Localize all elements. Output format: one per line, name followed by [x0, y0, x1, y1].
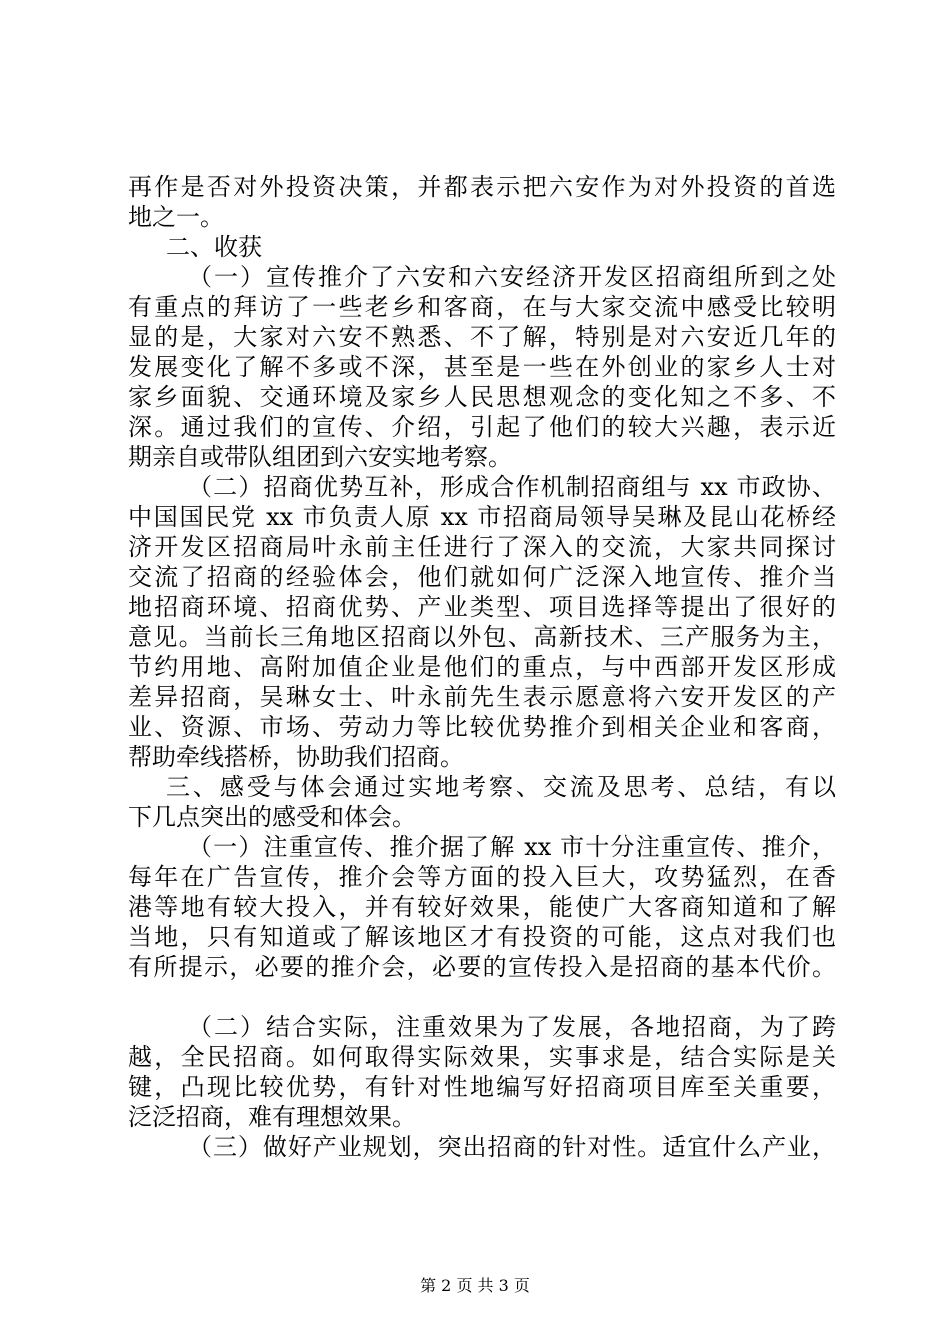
page-footer — [0, 1276, 950, 1296]
blank-line — [128, 982, 836, 1012]
text-line: 再作是否对外投资决策，并都表示把六安作为对外投资的首选 — [128, 173, 836, 201]
text-line: 三、感受与体会通过实地考察、交流及思考、总结，有以 — [166, 773, 836, 801]
text-line: 发展变化了解不多或不深，甚至是一些在外创业的家乡人士对 — [128, 353, 836, 381]
text-line: 有所提示，必要的推介会，必要的宣传投入是招商的基本代价。 — [128, 953, 836, 981]
text-line: 交流了招商的经验体会，他们就如何广泛深入地宣传、推介当 — [128, 563, 836, 591]
text-line: 每年在广告宣传，推介会等方面的投入巨大，攻势猛烈，在香 — [128, 863, 836, 891]
text-line: 键，凸现比较优势，有针对性地编写好招商项目库至关重要， — [128, 1073, 836, 1101]
text-line: 业、资源、市场、劳动力等比较优势推介到相关企业和客商， — [128, 713, 836, 741]
text-line: 帮助牵线搭桥，协助我们招商。 — [128, 743, 464, 771]
text-line: 深。通过我们的宣传、介绍，引起了他们的较大兴趣，表示近 — [128, 413, 836, 441]
text-line: （二）结合实际，注重效果为了发展，各地招商，为了跨 — [188, 1013, 836, 1041]
page-number-label: 第 2 页 共 3 页 — [420, 1276, 530, 1295]
text-line: 地招商环境、招商优势、产业类型、项目选择等提出了很好的 — [128, 593, 836, 621]
text-line: （一）宣传推介了六安和六安经济开发区招商组所到之处 — [188, 263, 836, 291]
text-line: 二、收获 — [166, 233, 262, 261]
text-line: 显的是，大家对六安不熟悉、不了解，特别是对六安近几年的 — [128, 323, 836, 351]
text-line: 港等地有较大投入，并有较好效果，能使广大客商知道和了解 — [128, 893, 836, 921]
text-line: 中国国民党 xx 市负责人原 xx 市招商局领导吴琳及昆山花桥经 — [128, 503, 836, 531]
text-line: 节约用地、高附加值企业是他们的重点，与中西部开发区形成 — [128, 653, 836, 681]
text-line: 越，全民招商。如何取得实际效果，实事求是，结合实际是关 — [128, 1043, 836, 1071]
text-line: （一）注重宣传、推介据了解 xx 市十分注重宣传、推介， — [188, 833, 836, 861]
text-line: （二）招商优势互补，形成合作机制招商组与 xx 市政协、 — [188, 473, 836, 501]
text-line: 济开发区招商局叶永前主任进行了深入的交流，大家共同探讨 — [128, 533, 836, 561]
document-body — [128, 172, 836, 1162]
text-line: 当地，只有知道或了解该地区才有投资的可能，这点对我们也 — [128, 923, 836, 951]
text-line: 差异招商，吴琳女士、叶永前先生表示愿意将六安开发区的产 — [128, 683, 836, 711]
text-line: （三）做好产业规划，突出招商的针对性。适宜什么产业， — [188, 1133, 836, 1161]
text-line: 泛泛招商，难有理想效果。 — [128, 1103, 416, 1131]
text-line: 有重点的拜访了一些老乡和客商，在与大家交流中感受比较明 — [128, 293, 836, 321]
text-line: 地之一。 — [128, 203, 224, 231]
text-line: 意见。当前长三角地区招商以外包、高新技术、三产服务为主， — [128, 623, 836, 651]
text-line: 期亲自或带队组团到六安实地考察。 — [128, 443, 512, 471]
text-line: 家乡面貌、交通环境及家乡人民思想观念的变化知之不多、不 — [128, 383, 836, 411]
text-line: 下几点突出的感受和体会。 — [128, 803, 416, 831]
